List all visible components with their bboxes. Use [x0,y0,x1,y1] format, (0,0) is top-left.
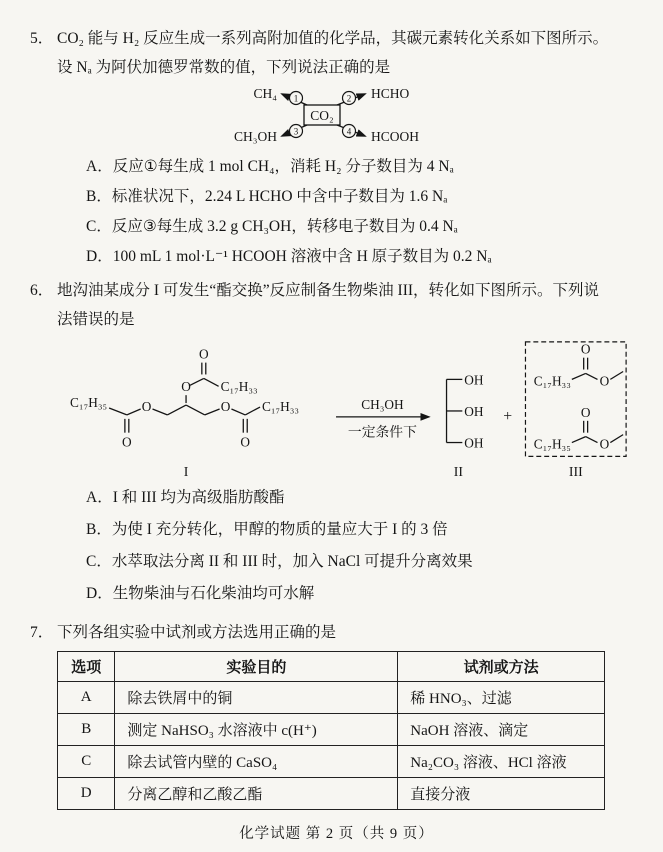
step-2-label: 2 [346,93,351,104]
question-6 [30,276,643,610]
cell-option: B [58,714,115,746]
product-hcooh: HCOOH [370,129,419,144]
reagent-ch3oh: CH₃OH [361,396,404,412]
acyl-c17h35: C₁₇H₃₅ [533,436,571,452]
option-label: C． [86,218,112,235]
q7-stem: 下列各组实验中试剂或方法选用正确的是 [57,624,337,641]
option-label: A． [86,158,113,175]
structure-iii [525,342,626,479]
label-iii: III [568,464,583,480]
carbonyl-o: O [580,404,591,420]
condition-text: 一定条件下 [347,424,417,440]
ester-o: O [599,373,610,389]
table-row-d [58,778,605,810]
q7-number: 7． [30,624,54,641]
option-label: C． [86,553,112,570]
question-5 [30,24,643,272]
option-label: B． [86,188,112,205]
carbonyl-o: O [199,346,209,362]
cell-purpose: 分离乙醇和乙酸乙酯 [115,778,398,810]
cell-purpose: 测定 NaHSO₃ 水溶液中 c(H⁺) [115,714,398,746]
hydroxyl: OH [464,403,484,419]
option-text: 反应①每生成 1 mol CH₄，消耗 H₂ 分子数目为 4 Nₐ [112,158,454,175]
table-header-row [58,652,605,682]
option-text: 生物柴油与石化柴油均可水解 [112,585,315,602]
q7-experiment-table [57,651,605,810]
structure-ii [447,372,484,479]
q6-option-c [30,546,643,578]
header-option: 选项 [58,652,115,682]
cell-reagent: 稀 HNO₃、过滤 [398,682,605,714]
q6-number: 6． [30,282,54,299]
step-3-label: 3 [293,126,298,137]
option-text: 为使 I 充分转化，甲醇的物质的量应大于 I 的 3 倍 [111,521,448,538]
cell-option: C [58,746,115,778]
acyl-c17h35: C₁₇H₃₅ [70,395,108,411]
option-text: 标准状况下，2.24 L HCHO 中含中子数目为 1.6 Nₐ [111,188,448,205]
table-row-a [58,682,605,714]
q6-stem-line1: 地沟油某成分 I 可发生“酯交换”反应制备生物柴油 III，转化如下图所示。下列说 [57,282,600,299]
carbonyl-o: O [122,434,132,450]
option-text: 100 mL 1 mol·L⁻¹ HCOOH 溶液中含 H 原子数目为 0.2 Nₐ [112,248,492,265]
cell-purpose: 除去铁屑中的铜 [115,682,398,714]
ester-o: O [181,379,191,395]
acyl-c17h33: C₁₇H₃₃ [533,373,571,389]
q5-option-d [30,242,643,272]
cell-purpose: 除去试管内壁的 CaSO₄ [115,746,398,778]
plus-sign: + [503,407,513,425]
option-label: B． [86,521,112,538]
cell-option: D [58,778,115,810]
option-text: I 和 III 均为高级脂肪酸酯 [112,489,285,506]
q6-stem-line2: 法错误的是 [57,311,135,328]
question-7 [30,618,643,810]
table-row-c [58,746,605,778]
acyl-c17h33: C₁₇H₃₃ [220,379,258,395]
product-hcho: HCHO [370,86,409,101]
transesterification-diagram [38,334,638,482]
label-ii: II [453,464,463,480]
hydroxyl: OH [464,435,484,451]
carbonyl-o: O [240,434,251,450]
step-1-label: 1 [293,93,298,104]
carbonyl-o: O [580,341,591,357]
page-footer: 化学试题 第 2 页（共 9 页） [239,826,434,842]
option-label: D． [86,248,113,265]
product-ch3oh: CH₃OH [233,129,277,144]
reaction-condition-arrow [336,397,429,440]
ester-o: O [599,436,610,452]
q6-option-a [30,482,643,514]
co2-conversion-diagram [231,85,467,149]
cell-reagent: Na₂CO₃ 溶液、HCl 溶液 [398,746,605,778]
co2-label: CO₂ [309,108,334,123]
ester-o: O [220,398,231,414]
q5-stem-line1: CO₂ 能与 H₂ 反应生成一系列高附加值的化学品，其碳元素转化关系如下图所示。 [57,30,609,47]
ester-o: O [141,398,152,414]
structure-i [70,347,299,479]
cell-option: A [58,682,115,714]
q6-option-d [30,578,643,610]
hydroxyl: OH [464,372,484,388]
cell-reagent: NaOH 溶液、滴定 [398,714,605,746]
cell-reagent: 直接分液 [398,778,605,810]
q5-stem-line2: 设 Nₐ 为阿伏加德罗常数的值，下列说法正确的是 [57,59,391,76]
q5-option-a [30,152,643,182]
q5-option-c [30,212,643,242]
label-i: I [183,464,189,480]
option-label: D． [86,585,113,602]
option-label: A． [86,489,113,506]
header-reagent: 试剂或方法 [398,652,605,682]
product-ch4: CH₄ [253,86,277,101]
option-text: 水萃取法分离 II 和 III 时，加入 NaCl 可提升分离效果 [111,553,473,570]
table-row-b [58,714,605,746]
option-text: 反应③每生成 3.2 g CH₃OH，转移电子数目为 0.4 Nₐ [111,218,458,235]
step-4-label: 4 [346,126,351,137]
acyl-c17h33: C₁₇H₃₃ [262,398,300,414]
header-purpose: 实验目的 [115,652,398,682]
q5-number: 5． [30,30,54,47]
q6-option-b [30,514,643,546]
q5-option-b [30,182,643,212]
